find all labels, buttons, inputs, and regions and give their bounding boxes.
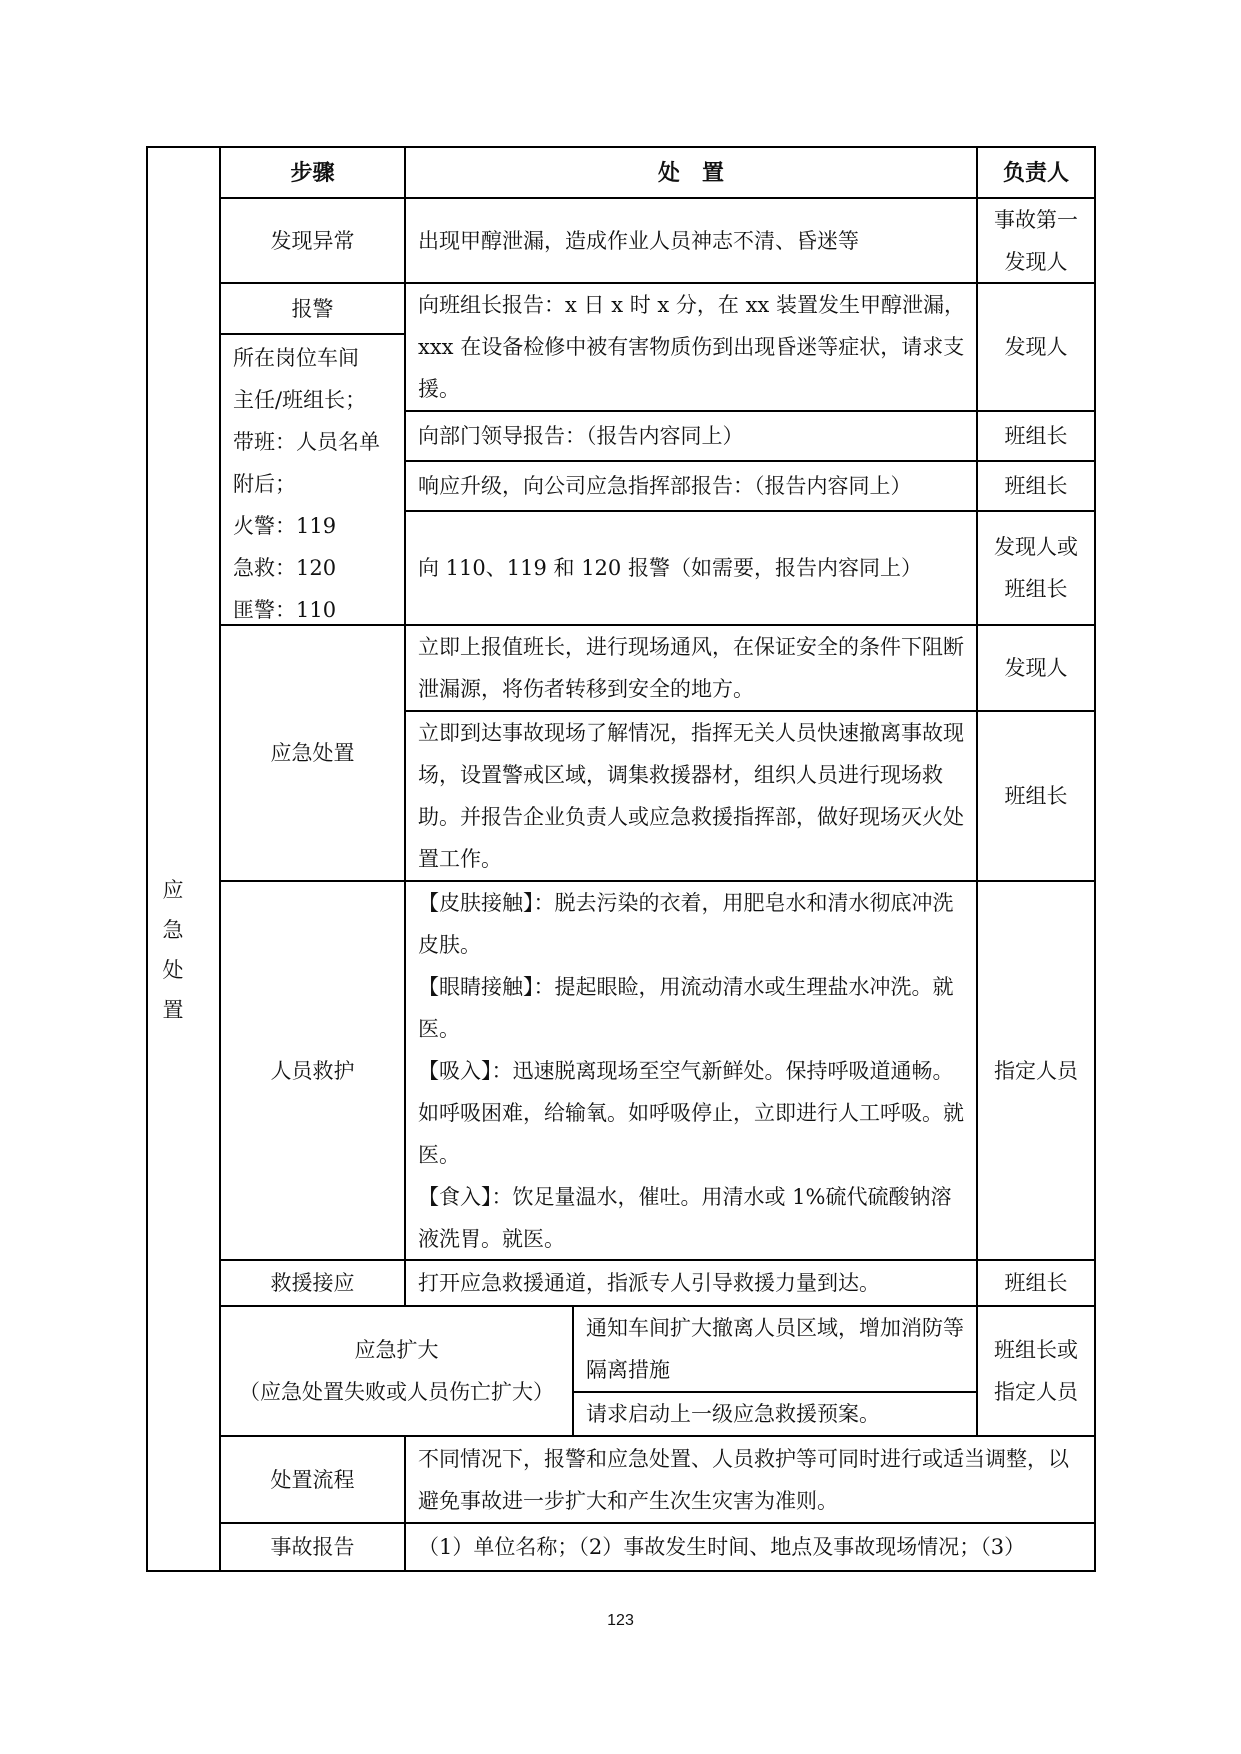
step-expand: 应急扩大 （应急处置失败或人员伤亡扩大）: [239, 1338, 554, 1404]
action-rescue: 【皮肤接触】：脱去污染的衣着，用肥皂水和清水彻底冲洗皮肤。 【眼睛接触】：提起眼睑，用流动清水或生理盐水冲洗。就医。 【吸入】：迅速脱离现场至空气新鲜处。保持呼吸道通畅。如呼吸困难，给输氧。如呼吸停止，立即进行人工呼吸。就医。 【食入】：饮足量温水，催吐。用清水或 1%硫代硫酸钠溶液洗胃。就医。: [418, 890, 964, 1251]
step-discover: 发现异常: [270, 228, 355, 253]
action-alarm-1: 向班组长报告：x 日 x 时 x 分，在 xx 装置发生甲醇泄漏，xxx 在设备检修中被有害物质伤到出现昏迷等症状，请求支援。: [418, 293, 965, 401]
action-emergency-1: 立即上报值班长，进行现场通风，在保证安全的条件下阻断泄漏源，将伤者转移到安全的地方。: [418, 635, 964, 701]
step-rescue: 人员救护: [270, 1058, 355, 1083]
step-flow: 处置流程: [270, 1467, 355, 1492]
owner-alarm-4: 发现人或 班组长: [994, 535, 1078, 601]
action-alarm-3: 响应升级，向公司应急指挥部报告：（报告内容同上）: [418, 474, 912, 498]
header-step: 步骤: [290, 159, 335, 186]
action-report: （1）单位名称；（2）事故发生时间、地点及事故现场情况；（3）: [418, 1535, 1026, 1559]
step-emergency: 应急处置: [270, 741, 355, 765]
action-expand-2: 请求启动上一级应急救援预案。: [586, 1402, 880, 1426]
side-label: 应 急 处 置: [162, 878, 184, 1022]
owner-emergency-1: 发现人: [1004, 656, 1068, 680]
owner-alarm-1: 发现人: [1004, 335, 1068, 359]
owner-expand: 班组长或 指定人员: [994, 1338, 1078, 1404]
action-flow: 不同情况下，报警和应急处置、人员救护等可同时进行或适当调整，以避免事故进一步扩大和产生次生灾害为准则。: [418, 1446, 1069, 1513]
action-emergency-2: 立即到达事故现场了解情况，指挥无关人员快速撤离事故现场，设置警戒区域，调集救援器材，组织人员进行现场救助。并报告企业负责人或应急救援指挥部，做好现场灭火处置工作。: [418, 721, 964, 871]
step-alarm: 报警: [291, 296, 334, 321]
owner-emergency-2: 班组长: [1004, 784, 1068, 808]
owner-alarm-2: 班组长: [1004, 424, 1068, 448]
owner-support: 班组长: [1004, 1271, 1068, 1295]
step-report: 事故报告: [270, 1535, 355, 1559]
owner-alarm-3: 班组长: [1004, 474, 1068, 498]
alarm-contacts: 所在岗位车间 主任/班组长； 带班：人员名单 附后； 火警：119 急救：120 匪警：110: [233, 346, 380, 622]
page-number: 123: [607, 1612, 634, 1629]
action-alarm-2: 向部门领导报告：（报告内容同上）: [418, 424, 744, 448]
owner-discover: 事故第一 发现人: [994, 207, 1078, 274]
header-action: 处 置: [657, 159, 724, 186]
header-owner: 负责人: [1002, 159, 1069, 186]
action-discover: 出现甲醇泄漏，造成作业人员神志不清、昏迷等: [418, 228, 859, 253]
action-expand-1: 通知车间扩大撤离人员区域，增加消防等隔离措施: [586, 1316, 964, 1382]
action-alarm-4: 向 110、119 和 120 报警（如需要，报告内容同上）: [418, 556, 922, 580]
owner-rescue: 指定人员: [994, 1058, 1078, 1083]
step-support: 救援接应: [270, 1271, 355, 1295]
action-support: 打开应急救援通道，指派专人引导救援力量到达。: [418, 1271, 880, 1295]
